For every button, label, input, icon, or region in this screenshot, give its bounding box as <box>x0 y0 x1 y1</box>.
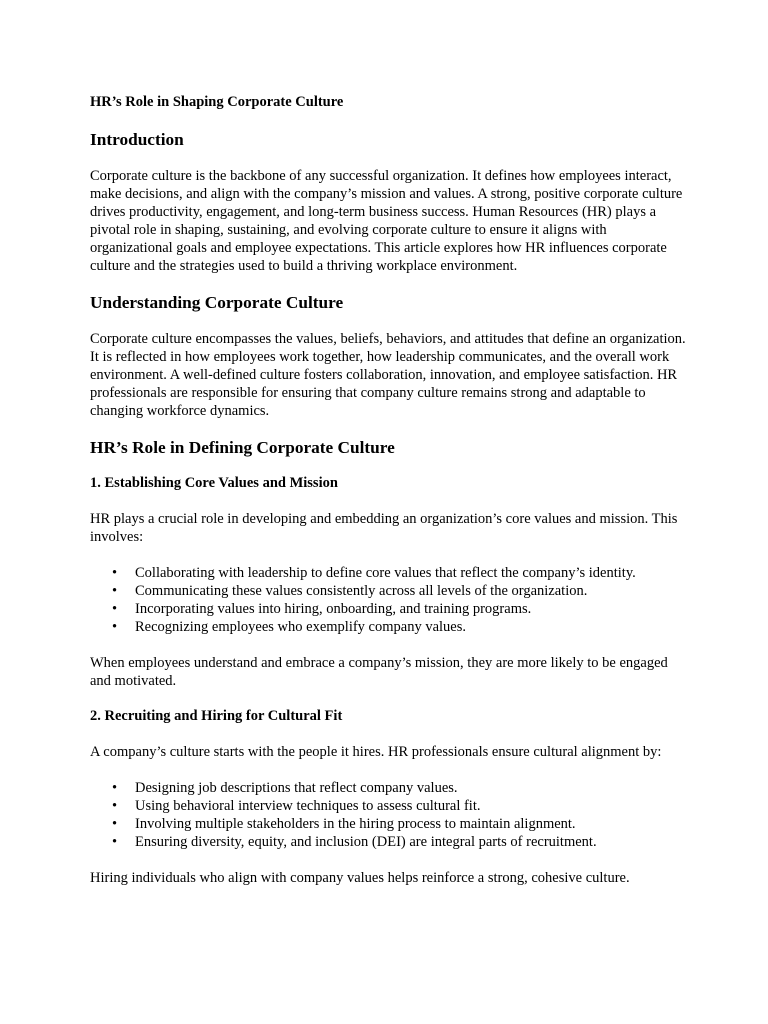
core-values-closing: When employees understand and embrace a company’s mission, they are more likely to be engaged and motivated. <box>90 655 668 689</box>
recruiting-closing: Hiring individuals who align with company values helps reinforce a strong, cohesive culture. <box>90 870 630 886</box>
list-item <box>90 779 690 797</box>
list-item <box>90 815 690 833</box>
list-item <box>90 833 690 851</box>
recruiting-heading: 2. Recruiting and Hiring for Cultural Fit <box>90 708 343 724</box>
subsection-recruiting <box>90 708 690 887</box>
list-item <box>90 797 690 815</box>
list-item-text: Designing job descriptions that reflect company values. <box>135 780 458 796</box>
introduction-heading: Introduction <box>90 130 184 149</box>
understanding-heading: Understanding Corporate Culture <box>90 293 344 312</box>
list-item-text: Collaborating with leadership to define core values that reflect the company’s identity. <box>135 565 636 581</box>
list-item-text: Recognizing employees who exemplify company values. <box>135 619 466 635</box>
introduction-paragraph: Corporate culture is the backbone of any successful organization. It defines how employees interact, make decisions, and align with the company’s mission and values. A strong, positive corporate culture drives productivity, engagement, and long-term business success. Human Resources (HR) plays a pivotal role in shaping, sustaining, and evolving corporate culture to ensure it aligns with organizational goals and employee expectations. This article explores how HR influences corporate culture and the strategies used to build a thriving workplace environment. <box>90 168 683 274</box>
list-item-text: Incorporating values into hiring, onboarding, and training programs. <box>135 601 532 617</box>
bullet-icon: • <box>112 780 118 796</box>
bullet-icon: • <box>112 583 118 599</box>
bullet-icon: • <box>112 565 118 581</box>
section-introduction <box>90 130 690 275</box>
core-values-heading: 1. Establishing Core Values and Mission <box>90 475 338 491</box>
bullet-icon: • <box>112 619 118 635</box>
subsection-core-values <box>90 475 690 690</box>
bullet-icon: • <box>112 834 118 850</box>
understanding-paragraph: Corporate culture encompasses the values, beliefs, behaviors, and attitudes that define an organization. It is reflected in how employees work together, how leadership communicates, and the overall work environment. A well-defined culture fosters collaboration, innovation, and employee satisfaction. HR professionals are responsible for ensuring that company culture remains strong and adaptable to changing workforce dynamics. <box>90 331 686 419</box>
bullet-icon: • <box>112 816 118 832</box>
section-hr-role <box>90 438 690 887</box>
list-item <box>90 618 690 636</box>
core-values-lead: HR plays a crucial role in developing and embedding an organization’s core values and mission. This involves: <box>90 511 678 545</box>
list-item-text: Using behavioral interview techniques to assess cultural fit. <box>135 798 481 814</box>
hr-role-heading: HR’s Role in Defining Corporate Culture <box>90 438 395 457</box>
list-item-text: Ensuring diversity, equity, and inclusion (DEI) are integral parts of recruitment. <box>135 834 597 850</box>
section-understanding-culture <box>90 293 690 420</box>
bullet-icon: • <box>112 601 118 617</box>
recruiting-lead: A company’s culture starts with the people it hires. HR professionals ensure cultural alignment by: <box>90 744 662 760</box>
document-page <box>90 94 690 905</box>
core-values-list <box>90 564 690 636</box>
list-item-text: Involving multiple stakeholders in the hiring process to maintain alignment. <box>135 816 576 832</box>
list-item <box>90 564 690 582</box>
recruiting-list <box>90 779 690 851</box>
bullet-icon: • <box>112 798 118 814</box>
list-item <box>90 582 690 600</box>
list-item-text: Communicating these values consistently across all levels of the organization. <box>135 583 588 599</box>
list-item <box>90 600 690 618</box>
document-title: HR’s Role in Shaping Corporate Culture <box>90 94 344 110</box>
